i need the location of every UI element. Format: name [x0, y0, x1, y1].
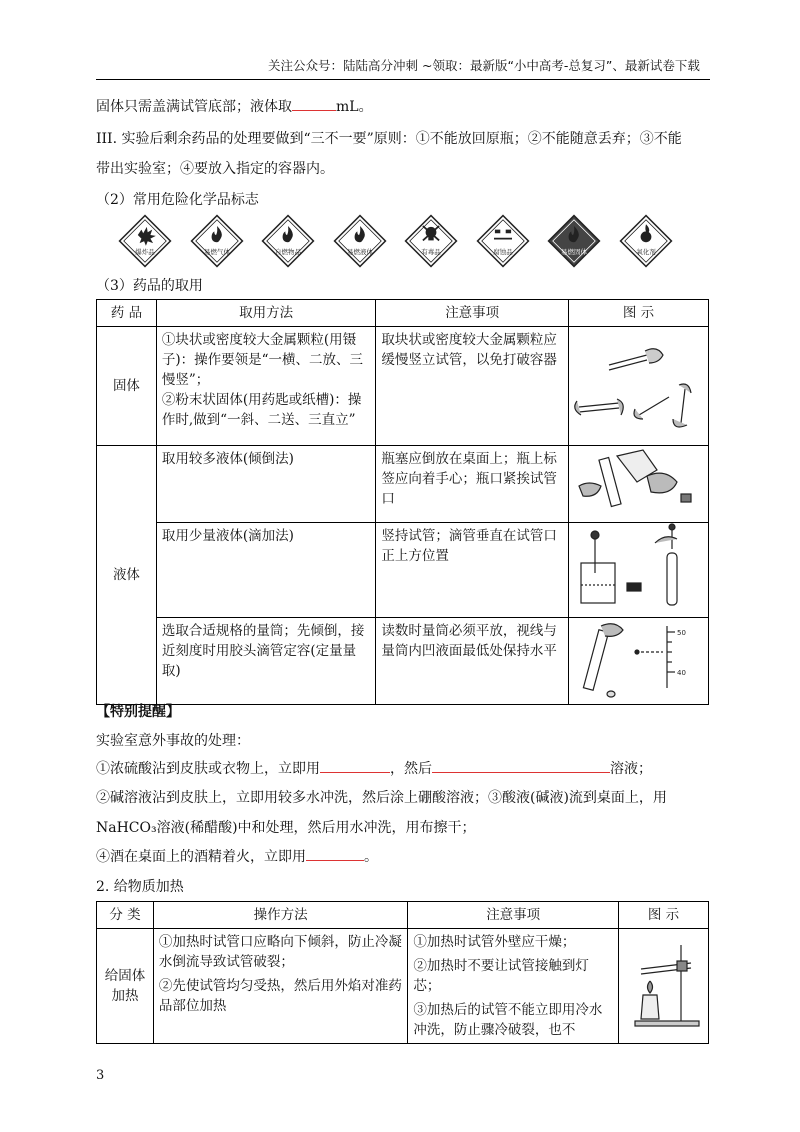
table-header: 注意事项 — [408, 902, 619, 929]
hazard-sign-label: 腐蚀品 — [492, 248, 513, 256]
hazard-sign-label: 易燃液体 — [346, 248, 373, 256]
cylinder-tick-label: 40 — [677, 669, 687, 677]
hazard-sign — [261, 214, 315, 268]
subsection-reagent-taking: （3）药品的取用 — [96, 278, 203, 294]
tip-4-b: 。 — [364, 849, 378, 865]
hazard-sign — [118, 214, 172, 268]
solid-method-2: ②粉末状固体(用药匙或纸槽)：操作时,做到“一斜、二送、三直立” — [161, 392, 362, 428]
answer-blank[interactable] — [432, 758, 610, 773]
solid-method-1: ①块状或密度较大金属颗粒(用镊子)：操作要领是“一横、二放、三慢竖”； — [161, 332, 364, 388]
cylinder-tick-label: 50 — [677, 629, 687, 637]
heat-method-2: ②先使试管均匀受热，然后用外焰对准药品部位加热 — [158, 978, 402, 1014]
answer-blank[interactable] — [306, 846, 364, 861]
text-line-1-b: mL。 — [336, 99, 373, 115]
pouring-illustration — [568, 446, 708, 523]
hazard-sign — [404, 214, 458, 268]
liquid-method-1: 取用较多液体(倾倒法) — [156, 446, 376, 523]
hazard-sign — [476, 214, 530, 268]
heat-method-1: ①加热时试管口应略向下倾斜，防止冷凝水倒流导致试管破裂； — [158, 934, 402, 970]
answer-blank[interactable] — [292, 96, 336, 111]
heat-note-1: ①加热时试管外壁应干燥； — [413, 934, 576, 950]
hazard-sign — [547, 214, 601, 268]
hazard-sign-label: 爆炸品 — [135, 248, 155, 256]
heating-table — [96, 901, 709, 1044]
heat-note-cell — [408, 929, 619, 1044]
heating-illustration — [618, 929, 708, 1044]
text-line-1 — [96, 96, 373, 116]
tip-2: ②碱溶液沾到皮肤上，立即用较多水冲洗，然后涂上硼酸溶液；③酸液(碱液)流到桌面上，用 — [96, 790, 667, 806]
hazard-sign-label: 自燃物品 — [275, 248, 301, 256]
liquid-note-3: 读数时量筒必须平放，视线与量筒内凹液面最低处保持水平 — [376, 618, 569, 705]
subsection-hazard-signs: （2）常用危险化学品标志 — [96, 192, 259, 208]
page-header: 关注公众号：陆陆高分冲刺 ~领取：最新版“小中高考-总复习”、最新试卷下载 — [268, 58, 700, 73]
table-header: 取用方法 — [156, 300, 376, 327]
section-2-title: 2. 给物质加热 — [96, 879, 184, 895]
answer-blank[interactable] — [320, 758, 390, 773]
tip-4 — [96, 846, 378, 866]
tip-1-c: 溶液； — [610, 761, 652, 777]
row-label-solid: 固体 — [97, 327, 157, 446]
tip-3: NaHCO₃溶液(稀醋酸)中和处理，然后用水冲洗，用布擦干； — [96, 820, 476, 836]
tip-1 — [96, 758, 652, 778]
text-line-3: 带出实验室；④要放入指定的容器内。 — [96, 161, 334, 177]
hazard-sign — [333, 214, 387, 268]
hazard-sign-label: 易燃气体 — [203, 248, 230, 256]
hazard-sign — [619, 214, 673, 268]
table-header: 操作方法 — [153, 902, 407, 929]
hazard-sign-label: 氧化剂 — [635, 248, 656, 256]
solid-method-cell — [156, 327, 376, 446]
liquid-note-1: 瓶塞应倒放在桌面上；瓶上标签应向着手心；瓶口紧挨试管口 — [376, 446, 569, 523]
table-header: 图 示 — [568, 300, 708, 327]
heat-method-cell — [153, 929, 407, 1044]
tip-4-a: ④酒在桌面上的酒精着火，立即用 — [96, 849, 306, 865]
table-header: 分 类 — [97, 902, 154, 929]
cylinder-illustration — [568, 618, 708, 705]
liquid-method-3: 选取合适规格的量筒；先倾倒，接近刻度时用胶头滴管定容(定量量取) — [156, 618, 376, 705]
dropper-illustration — [568, 523, 708, 618]
accident-intro: 实验室意外事故的处理： — [96, 733, 250, 749]
tip-1-b: ，然后 — [390, 761, 432, 777]
liquid-method-2: 取用少量液体(滴加法) — [156, 523, 376, 618]
special-reminder-title: 【特别提醒】 — [96, 704, 180, 720]
header-divider — [96, 79, 710, 80]
hazard-sign-label: 有毒品 — [421, 248, 441, 256]
table-header: 注意事项 — [376, 300, 569, 327]
solid-note: 取块状或密度较大金属颗粒应缓慢竖立试管，以免打破容器 — [376, 327, 569, 446]
hazard-sign-label: 易燃固体 — [561, 248, 587, 256]
tip-1-a: ①浓硫酸沾到皮肤或衣物上，立即用 — [96, 761, 320, 777]
heat-note-2: ②加热时不要让试管接触到灯芯； — [413, 958, 589, 994]
hazard-sign-row — [118, 214, 688, 268]
page-number: 3 — [96, 1068, 105, 1083]
table-header: 药 品 — [97, 300, 157, 327]
row-label-liquid: 液体 — [97, 446, 157, 705]
liquid-note-2: 竖持试管；滴管垂直在试管口正上方位置 — [376, 523, 569, 618]
reagent-taking-table — [96, 299, 709, 705]
heat-note-3: ③加热后的试管不能立即用冷水冲洗，防止骤冷破裂，也不 — [413, 1002, 603, 1038]
text-line-1-a: 固体只需盖满试管底部；液体取 — [96, 99, 292, 115]
text-line-2: III. 实验后剩余药品的处理要做到“三不一要”原则：①不能放回原瓶；②不能随意丢弃；③不能 — [96, 131, 682, 147]
table-header: 图 示 — [618, 902, 708, 929]
hazard-sign — [190, 214, 244, 268]
solid-illustration — [568, 327, 708, 446]
row-label-heat-solid: 给固体加热 — [97, 929, 154, 1044]
